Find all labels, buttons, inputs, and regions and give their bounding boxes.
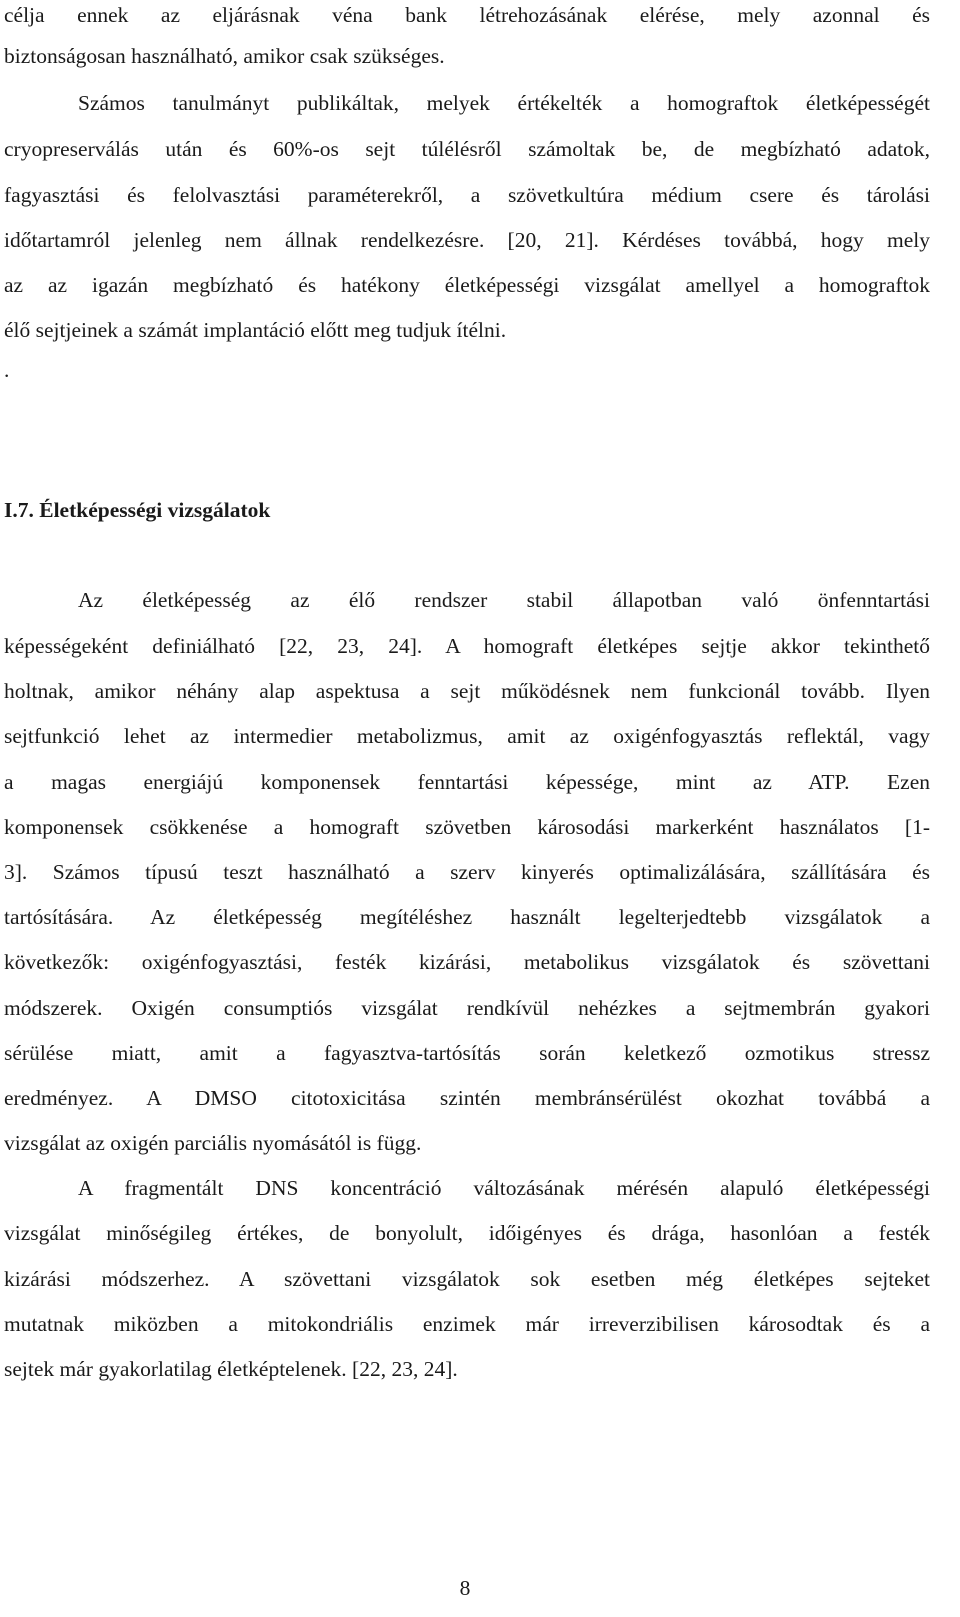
paragraph-3-line: komponensek csökkenése a homograft szövetben károsodási markerként használatos [1- bbox=[4, 815, 930, 839]
paragraph-4-line: A fragmentált DNS koncentráció változásának mérésén alapuló életképességi bbox=[78, 1176, 930, 1200]
paragraph-3-line: következők: oxigénfogyasztási, festék kizárási, metabolikus vizsgálatok és szövettani bbox=[4, 950, 930, 974]
paragraph-3-line: sejtfunkció lehet az intermedier metabolizmus, amit az oxigénfogyasztás reflektál, vagy bbox=[4, 724, 930, 748]
paragraph-4-line: mutatnak miközben a mitokondriális enzimek már irreverzibilisen károsodtak és a bbox=[4, 1312, 930, 1336]
paragraph-2-line: az az igazán megbízható és hatékony életképességi vizsgálat amellyel a homograftok bbox=[4, 273, 930, 297]
paragraph-2-line: élő sejtjeinek a számát implantáció előtt meg tudjuk ítélni. bbox=[4, 318, 507, 342]
paragraph-3-line: 3]. Számos típusú teszt használható a szerv kinyerés optimalizálására, szállítására és bbox=[4, 860, 930, 884]
paragraph-3-line: a magas energiájú komponensek fenntartási képessége, mint az ATP. Ezen bbox=[4, 770, 930, 794]
paragraph-3-line: holtnak, amikor néhány alap aspektusa a sejt működésnek nem funkcionál tovább. Ilyen bbox=[4, 679, 930, 703]
section-heading: I.7. Életképességi vizsgálatok bbox=[4, 498, 271, 522]
paragraph-3-line: módszerek. Oxigén consumptiós vizsgálat rendkívül nehézkes a sejtmembrán gyakori bbox=[4, 996, 930, 1020]
paragraph-4-line: vizsgálat minőségileg értékes, de bonyolult, időigényes és drága, hasonlóan a festék bbox=[4, 1221, 930, 1245]
paragraph-1-line: célja ennek az eljárásnak véna bank létrehozásának elérése, mely azonnal és bbox=[4, 3, 930, 27]
paragraph-4-line: sejtek már gyakorlatilag életképtelenek. [22, 23, 24]. bbox=[4, 1357, 458, 1381]
paragraph-3-line: Az életképesség az élő rendszer stabil állapotban való önfenntartási bbox=[78, 588, 930, 612]
page-number: 8 bbox=[459, 1576, 471, 1600]
paragraph-3-line: vizsgálat az oxigén parciális nyomásától is függ. bbox=[4, 1131, 422, 1155]
paragraph-3-line: képességeként definiálható [22, 23, 24]. A homograft életképes sejtje akkor tekinthető bbox=[4, 634, 930, 658]
paragraph-1-line: biztonságosan használható, amikor csak szükséges. bbox=[4, 44, 445, 68]
paragraph-3-line: eredményez. A DMSO citotoxicitása szintén membránsérülést okozhat továbbá a bbox=[4, 1086, 930, 1110]
paragraph-2-line: Számos tanulmányt publikáltak, melyek értékelték a homograftok életképességét bbox=[78, 91, 930, 115]
stray-period: . bbox=[4, 358, 10, 382]
paragraph-3-line: tartósítására. Az életképesség megítéléshez használt legelterjedtebb vizsgálatok a bbox=[4, 905, 930, 929]
paragraph-3-line: sérülése miatt, amit a fagyasztva-tartósítás során keletkező ozmotikus stressz bbox=[4, 1041, 930, 1065]
paragraph-2-line: fagyasztási és felolvasztási paraméterekről, a szövetkultúra médium csere és tárolási bbox=[4, 183, 930, 207]
paragraph-2-line: cryopreserválás után és 60%-os sejt túlélésről számoltak be, de megbízható adatok, bbox=[4, 137, 930, 161]
paragraph-4-line: kizárási módszerhez. A szövettani vizsgálatok sok esetben még életképes sejteket bbox=[4, 1267, 930, 1291]
paragraph-2-line: időtartamról jelenleg nem állnak rendelkezésre. [20, 21]. Kérdéses továbbá, hogy mely bbox=[4, 228, 930, 252]
